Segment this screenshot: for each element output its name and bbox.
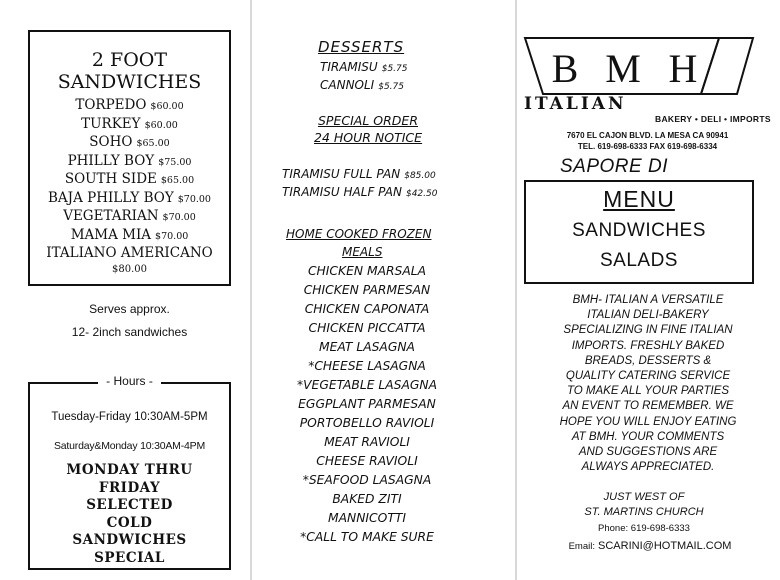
- pan-item: TIRAMISU HALF PAN $42.50: [282, 185, 438, 199]
- email-label: Email:: [568, 541, 595, 552]
- sandwich-item: VEGETARIAN $70.00: [63, 208, 196, 224]
- telephone-fax: TEL. 619-698-6333 FAX 619-698-6334: [577, 142, 718, 151]
- special-line: SELECTED: [86, 497, 173, 513]
- tagline: BAKERY • DELI • IMPORTS: [655, 114, 771, 124]
- special-notice: [30, 462, 229, 567]
- dessert-item: CANNOLI $5.75: [320, 78, 404, 92]
- menu-box: [524, 180, 754, 284]
- email-line: [530, 540, 770, 552]
- meal-item: CHEESE RAVIOLI: [316, 454, 418, 468]
- menu-salads: SALADS: [600, 250, 678, 271]
- email-address: SCARINI@HOTMAIL.COM: [598, 540, 732, 552]
- meal-item: MEAT RAVIOLI: [324, 435, 410, 449]
- sandwich-item: ITALIANO AMERICANO: [46, 245, 213, 261]
- logo-letter-b: B: [551, 46, 579, 91]
- meal-item: BAKED ZITI: [332, 492, 402, 506]
- special-line: SANDWICHES: [72, 532, 187, 548]
- meal-item: EGGPLANT PARMESAN: [298, 397, 436, 411]
- meal-item: PORTOBELLO RAVIOLI: [299, 416, 435, 430]
- menu-sandwiches: SANDWICHES: [572, 220, 706, 241]
- sandwich-item: PHILLY BOY $75.00: [67, 152, 192, 169]
- address: 7670 EL CAJON BLVD. LA MESA CA 90941: [566, 131, 729, 140]
- sandwich-item: TORPEDO $60.00: [75, 97, 184, 113]
- desserts-heading: DESSERTS: [318, 38, 405, 56]
- logo-word: ITALIAN: [524, 94, 627, 114]
- notice-heading: 24 HOUR NOTICE: [314, 130, 423, 145]
- location-line: ST. MARTINS CHURCH: [584, 506, 704, 518]
- sandwich-list: [30, 97, 229, 276]
- two-foot-title: 2 FOOT: [91, 49, 168, 71]
- logo-letter-m: M: [605, 46, 641, 91]
- about-line: BREADS, DESSERTS &: [584, 354, 712, 367]
- sandwiches-title: SANDWICHES: [57, 71, 202, 93]
- special-order-heading: SPECIAL ORDER: [318, 113, 419, 128]
- meal-item: CHICKEN PICCATTA: [308, 321, 426, 335]
- meal-item: *VEGETABLE LASAGNA: [296, 378, 437, 392]
- about-line: ITALIAN DELI-BAKERY: [587, 309, 709, 322]
- about-line: SPECIALIZING IN FINE ITALIAN: [563, 324, 733, 337]
- two-foot-sandwiches-box: [28, 30, 231, 286]
- meal-item: *SEAFOOD LASAGNA: [302, 473, 432, 487]
- meals-heading: MEALS: [342, 245, 383, 259]
- serves-detail: 12- 2inch sandwiches: [71, 325, 188, 339]
- meal-item: CHICKEN CAPONATA: [304, 302, 430, 316]
- about-line: IMPORTS. FRESHLY BAKED: [571, 339, 725, 352]
- special-line: MONDAY THRU: [66, 462, 193, 478]
- about-line: HOPE YOU WILL ENJOY EATING: [559, 415, 737, 428]
- meal-item: MEAT LASAGNA: [319, 340, 415, 354]
- sandwich-item: SOHO $65.00: [89, 134, 170, 150]
- meal-item: MANNICOTTI: [328, 511, 406, 525]
- sandwich-item: BAJA PHILLY BOY $70.00: [48, 189, 211, 206]
- about-line: AND SUGGESTIONS ARE: [578, 446, 718, 459]
- hours-weekend: Saturday&Monday 10:30AM-4PM: [53, 440, 205, 452]
- serves-text: Serves approx.: [89, 302, 170, 316]
- dessert-item: TIRAMISU $5.75: [320, 60, 408, 74]
- sandwich-item: MAMA MIA $70.00: [70, 226, 189, 243]
- special-line: FRIDAY: [98, 479, 161, 496]
- sapore-di-text: SAPORE DI: [560, 156, 668, 177]
- hours-title: - Hours -: [106, 374, 153, 388]
- special-line: COLD: [106, 514, 153, 531]
- menu-title: MENU: [603, 186, 675, 212]
- meal-item: CHICKEN MARSALA: [307, 264, 427, 278]
- fold-line-left: [250, 0, 252, 580]
- sandwich-item: SOUTH SIDE $65.00: [64, 171, 195, 187]
- phone-number: Phone: 619-698-6333: [598, 523, 690, 534]
- meal-item: *CHEESE LASAGNA: [308, 359, 426, 373]
- location-line: JUST WEST OF: [603, 491, 685, 503]
- about-paragraph: [528, 293, 768, 475]
- about-line: AT BMH. YOUR COMMENTS: [571, 430, 725, 443]
- meal-item: *CALL TO MAKE SURE: [300, 530, 434, 544]
- about-line: BMH- ITALIAN A VERSATILE: [572, 294, 724, 306]
- logo-letter-h: H: [668, 46, 698, 91]
- hours-box: [28, 374, 231, 570]
- special-line: SPECIAL: [94, 549, 165, 566]
- about-line: AN EVENT TO REMEMBER. WE: [562, 400, 734, 413]
- bmh-logo: [523, 36, 755, 96]
- pan-item: TIRAMISU FULL PAN $85.00: [282, 167, 436, 181]
- sandwich-item: TURKEY $60.00: [81, 115, 178, 132]
- about-line: ALWAYS APPRECIATED.: [581, 461, 715, 474]
- hours-weekday: Tuesday-Friday 10:30AM-5PM: [51, 411, 208, 423]
- frozen-meals-heading: HOME COOKED FROZEN: [286, 227, 432, 241]
- fold-line-right: [515, 0, 517, 580]
- sandwich-price: $80.00: [112, 263, 147, 275]
- meal-item: CHICKEN PARMESAN: [303, 283, 431, 297]
- about-line: TO MAKE ALL YOUR PARTIES: [566, 385, 730, 398]
- about-line: QUALITY CATERING SERVICE: [565, 370, 731, 383]
